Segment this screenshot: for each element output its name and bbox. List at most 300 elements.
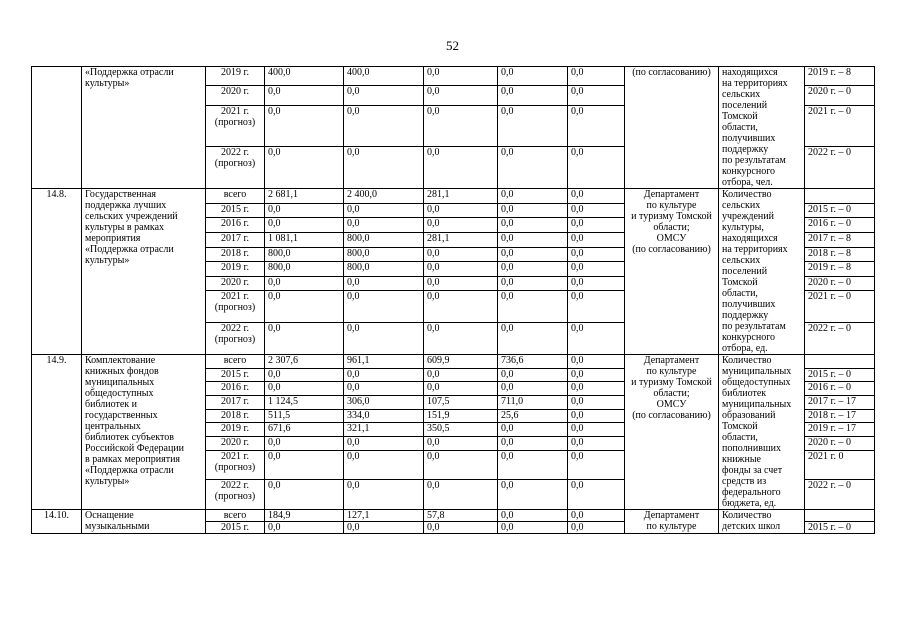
regional-cell bbox=[424, 262, 498, 277]
target-cell bbox=[805, 522, 875, 534]
year-cell-text: 2020 г. bbox=[221, 86, 249, 98]
local-cell bbox=[498, 291, 568, 323]
extra-cell-text: 0,0 bbox=[571, 67, 584, 78]
regional-cell-text: 0,0 bbox=[427, 86, 440, 98]
target-cell-text: 2015 г. – 0 bbox=[808, 368, 851, 380]
regional-cell bbox=[424, 510, 498, 522]
target-cell-text: 2021 г. – 0 bbox=[808, 105, 851, 117]
year-cell bbox=[206, 262, 265, 277]
target-cell bbox=[805, 262, 875, 277]
local-cell-text: 0,0 bbox=[501, 323, 514, 335]
total-cell bbox=[265, 450, 344, 480]
local-cell-text: 0,0 bbox=[501, 232, 514, 244]
federal-cell-text: 0,0 bbox=[347, 147, 360, 159]
year-cell bbox=[206, 276, 265, 291]
extra-cell bbox=[568, 203, 625, 218]
target-cell bbox=[805, 437, 875, 451]
extra-cell bbox=[568, 323, 625, 355]
program-table bbox=[31, 66, 875, 534]
indicator-text: Количество сельских учреждений культуры, находящихся на территориях сельских поселений Томской области, получивших поддержку по результатам конкурсного отбора, ед. bbox=[722, 189, 788, 354]
federal-cell bbox=[344, 232, 424, 247]
total-cell bbox=[265, 105, 344, 147]
regional-cell-text: 0,0 bbox=[427, 203, 440, 215]
local-cell bbox=[498, 105, 568, 147]
table-row bbox=[32, 189, 875, 204]
total-cell-text: 0,0 bbox=[268, 382, 281, 394]
year-cell-text: 2015 г. bbox=[221, 368, 249, 380]
year-cell bbox=[206, 522, 265, 534]
year-cell-text: 2015 г. bbox=[221, 203, 249, 215]
target-cell-text: 2021 г. – 0 bbox=[808, 291, 851, 303]
page-number: 52 bbox=[446, 38, 459, 53]
federal-cell-text: 0,0 bbox=[347, 86, 360, 98]
year-cell-text: 2016 г. bbox=[221, 382, 249, 394]
target-cell bbox=[805, 323, 875, 355]
federal-cell bbox=[344, 323, 424, 355]
federal-cell bbox=[344, 291, 424, 323]
local-cell bbox=[498, 355, 568, 369]
executor-text: Департамент по культуре и туризму Томской области; ОМСУ (по согласованию) bbox=[631, 355, 712, 421]
extra-cell bbox=[568, 396, 625, 410]
federal-cell-text: 2 400,0 bbox=[347, 189, 377, 200]
item-number-text: 14.8. bbox=[46, 189, 67, 200]
extra-cell bbox=[568, 232, 625, 247]
regional-cell bbox=[424, 480, 498, 510]
total-cell bbox=[265, 323, 344, 355]
regional-cell-text: 0,0 bbox=[427, 323, 440, 335]
regional-cell-text: 57,8 bbox=[427, 510, 445, 521]
federal-cell-text: 0,0 bbox=[347, 522, 360, 533]
executor bbox=[625, 355, 719, 510]
year-cell-text: 2020 г. bbox=[221, 437, 249, 449]
year-cell bbox=[206, 510, 265, 522]
extra-cell bbox=[568, 355, 625, 369]
local-cell-text: 711,0 bbox=[501, 396, 524, 408]
local-cell-text: 0,0 bbox=[501, 510, 514, 521]
total-cell bbox=[265, 423, 344, 437]
extra-cell-text: 0,0 bbox=[571, 147, 584, 159]
extra-cell-text: 0,0 bbox=[571, 368, 584, 380]
federal-cell bbox=[344, 522, 424, 534]
extra-cell bbox=[568, 86, 625, 105]
regional-cell bbox=[424, 522, 498, 534]
extra-cell-text: 0,0 bbox=[571, 522, 584, 533]
item-name bbox=[82, 189, 206, 355]
year-cell-text: 2022 г. (прогноз) bbox=[214, 323, 256, 346]
item-name bbox=[82, 510, 206, 534]
regional-cell-text: 0,0 bbox=[427, 67, 440, 78]
federal-cell-text: 321,1 bbox=[347, 423, 370, 435]
target-cell-text: 2022 г. – 0 bbox=[808, 147, 851, 159]
total-cell-text: 0,0 bbox=[268, 105, 281, 117]
target-cell bbox=[805, 276, 875, 291]
target-cell bbox=[805, 510, 875, 522]
total-cell-text: 0,0 bbox=[268, 437, 281, 449]
regional-cell-text: 0,0 bbox=[427, 218, 440, 230]
total-cell bbox=[265, 291, 344, 323]
regional-cell bbox=[424, 450, 498, 480]
total-cell-text: 0,0 bbox=[268, 218, 281, 230]
indicator bbox=[719, 189, 805, 355]
extra-cell bbox=[568, 262, 625, 277]
item-name-text: «Поддержка отрасли культуры» bbox=[85, 67, 174, 89]
target-cell-text: 2020 г. – 0 bbox=[808, 437, 851, 449]
regional-cell bbox=[424, 247, 498, 262]
extra-cell-text: 0,0 bbox=[571, 396, 584, 408]
local-cell-text: 0,0 bbox=[501, 86, 514, 98]
year-cell bbox=[206, 147, 265, 189]
year-cell-text: 2017 г. bbox=[221, 232, 249, 244]
local-cell bbox=[498, 396, 568, 410]
target-cell-text: 2017 г. – 17 bbox=[808, 396, 856, 408]
year-cell bbox=[206, 437, 265, 451]
extra-cell-text: 0,0 bbox=[571, 437, 584, 449]
local-cell-text: 0,0 bbox=[501, 291, 514, 303]
year-cell bbox=[206, 409, 265, 423]
extra-cell bbox=[568, 189, 625, 204]
target-cell-text: 2016 г. – 0 bbox=[808, 382, 851, 394]
extra-cell bbox=[568, 276, 625, 291]
federal-cell-text: 127,1 bbox=[347, 510, 370, 521]
total-cell-text: 400,0 bbox=[268, 67, 291, 78]
target-cell bbox=[805, 291, 875, 323]
local-cell-text: 0,0 bbox=[501, 480, 514, 492]
total-cell-text: 0,0 bbox=[268, 480, 281, 492]
item-name-text: Государственная поддержка лучших сельских учреждений культуры в рамках мероприятия «Поддержка отрасли культуры» bbox=[85, 189, 178, 266]
year-cell bbox=[206, 105, 265, 147]
federal-cell-text: 400,0 bbox=[347, 67, 370, 78]
regional-cell-text: 281,1 bbox=[427, 232, 450, 244]
year-cell bbox=[206, 323, 265, 355]
local-cell bbox=[498, 409, 568, 423]
year-cell bbox=[206, 203, 265, 218]
federal-cell bbox=[344, 480, 424, 510]
extra-cell bbox=[568, 291, 625, 323]
total-cell-text: 0,0 bbox=[268, 147, 281, 159]
target-cell bbox=[805, 203, 875, 218]
target-cell-text: 2019 г. – 17 bbox=[808, 423, 856, 435]
regional-cell bbox=[424, 396, 498, 410]
local-cell bbox=[498, 203, 568, 218]
extra-cell bbox=[568, 480, 625, 510]
local-cell-text: 0,0 bbox=[501, 147, 514, 159]
extra-cell-text: 0,0 bbox=[571, 409, 584, 421]
total-cell-text: 800,0 bbox=[268, 262, 291, 274]
regional-cell-text: 0,0 bbox=[427, 382, 440, 394]
local-cell-text: 0,0 bbox=[501, 218, 514, 230]
regional-cell bbox=[424, 105, 498, 147]
regional-cell bbox=[424, 423, 498, 437]
item-number bbox=[32, 189, 82, 355]
local-cell bbox=[498, 218, 568, 233]
total-cell-text: 511,5 bbox=[268, 409, 291, 421]
extra-cell bbox=[568, 247, 625, 262]
year-cell bbox=[206, 218, 265, 233]
total-cell-text: 671,6 bbox=[268, 423, 291, 435]
local-cell-text: 25,6 bbox=[501, 409, 519, 421]
regional-cell bbox=[424, 276, 498, 291]
year-cell-text: 2020 г. bbox=[221, 276, 249, 288]
extra-cell-text: 0,0 bbox=[571, 203, 584, 215]
regional-cell bbox=[424, 147, 498, 189]
year-cell bbox=[206, 232, 265, 247]
executor-text: Департамент по культуре bbox=[643, 510, 700, 532]
local-cell-text: 0,0 bbox=[501, 368, 514, 380]
regional-cell-text: 609,9 bbox=[427, 355, 450, 366]
federal-cell bbox=[344, 450, 424, 480]
target-cell bbox=[805, 382, 875, 396]
extra-cell-text: 0,0 bbox=[571, 355, 584, 366]
federal-cell-text: 0,0 bbox=[347, 480, 360, 492]
total-cell bbox=[265, 510, 344, 522]
local-cell-text: 0,0 bbox=[501, 276, 514, 288]
local-cell-text: 0,0 bbox=[501, 382, 514, 394]
item-number bbox=[32, 355, 82, 510]
target-cell-text: 2022 г. – 0 bbox=[808, 480, 851, 492]
extra-cell bbox=[568, 409, 625, 423]
regional-cell-text: 107,5 bbox=[427, 396, 450, 408]
extra-cell-text: 0,0 bbox=[571, 189, 584, 200]
local-cell bbox=[498, 67, 568, 86]
extra-cell-text: 0,0 bbox=[571, 232, 584, 244]
total-cell bbox=[265, 218, 344, 233]
total-cell-text: 184,9 bbox=[268, 510, 291, 521]
year-cell-text: 2019 г. bbox=[221, 67, 249, 78]
federal-cell bbox=[344, 218, 424, 233]
total-cell-text: 2 307,6 bbox=[268, 355, 298, 366]
executor-text: (по согласованию) bbox=[632, 67, 711, 78]
item-name-text: Комплектование книжных фондов муниципальных общедоступных библиотек и государственных центральных библиотек субъектов Российской Федерации в рамках мероприятия «Поддержка отрасли культуры» bbox=[85, 355, 185, 487]
year-cell bbox=[206, 355, 265, 369]
federal-cell-text: 0,0 bbox=[347, 203, 360, 215]
total-cell-text: 1 124,5 bbox=[268, 396, 298, 408]
year-cell bbox=[206, 450, 265, 480]
total-cell-text: 800,0 bbox=[268, 247, 291, 259]
total-cell bbox=[265, 396, 344, 410]
year-cell-text: 2019 г. bbox=[221, 262, 249, 274]
regional-cell bbox=[424, 382, 498, 396]
federal-cell bbox=[344, 409, 424, 423]
local-cell bbox=[498, 247, 568, 262]
federal-cell bbox=[344, 147, 424, 189]
year-cell-text: 2021 г. (прогноз) bbox=[214, 450, 256, 473]
target-cell bbox=[805, 396, 875, 410]
executor bbox=[625, 189, 719, 355]
total-cell-text: 0,0 bbox=[268, 323, 281, 335]
year-cell-text: 2019 г. bbox=[221, 423, 249, 435]
federal-cell bbox=[344, 247, 424, 262]
total-cell bbox=[265, 203, 344, 218]
federal-cell-text: 800,0 bbox=[347, 232, 370, 244]
local-cell bbox=[498, 323, 568, 355]
local-cell bbox=[498, 147, 568, 189]
year-cell bbox=[206, 368, 265, 382]
total-cell bbox=[265, 262, 344, 277]
target-cell bbox=[805, 218, 875, 233]
federal-cell-text: 800,0 bbox=[347, 247, 370, 259]
extra-cell bbox=[568, 522, 625, 534]
regional-cell-text: 0,0 bbox=[427, 247, 440, 259]
year-cell bbox=[206, 86, 265, 105]
extra-cell bbox=[568, 510, 625, 522]
target-cell bbox=[805, 247, 875, 262]
total-cell bbox=[265, 147, 344, 189]
table-row bbox=[32, 67, 875, 86]
total-cell bbox=[265, 276, 344, 291]
regional-cell bbox=[424, 437, 498, 451]
regional-cell-text: 0,0 bbox=[427, 291, 440, 303]
indicator bbox=[719, 355, 805, 510]
federal-cell bbox=[344, 276, 424, 291]
local-cell bbox=[498, 86, 568, 105]
year-cell-text: 2016 г. bbox=[221, 218, 249, 230]
federal-cell bbox=[344, 86, 424, 105]
local-cell-text: 736,6 bbox=[501, 355, 524, 366]
target-cell bbox=[805, 355, 875, 369]
target-cell-text: 2015 г. – 0 bbox=[808, 522, 851, 533]
year-cell-text: всего bbox=[223, 189, 247, 200]
executor bbox=[625, 510, 719, 534]
federal-cell-text: 0,0 bbox=[347, 368, 360, 380]
regional-cell bbox=[424, 409, 498, 423]
extra-cell bbox=[568, 450, 625, 480]
total-cell bbox=[265, 480, 344, 510]
target-cell bbox=[805, 147, 875, 189]
regional-cell bbox=[424, 232, 498, 247]
total-cell bbox=[265, 232, 344, 247]
year-cell bbox=[206, 189, 265, 204]
item-name bbox=[82, 67, 206, 189]
federal-cell bbox=[344, 355, 424, 369]
indicator bbox=[719, 510, 805, 534]
target-cell-text: 2021 г. 0 bbox=[808, 450, 844, 462]
federal-cell bbox=[344, 423, 424, 437]
year-cell-text: 2021 г. (прогноз) bbox=[214, 291, 256, 314]
extra-cell bbox=[568, 423, 625, 437]
local-cell bbox=[498, 262, 568, 277]
regional-cell bbox=[424, 218, 498, 233]
federal-cell-text: 961,1 bbox=[347, 355, 370, 366]
federal-cell bbox=[344, 382, 424, 396]
local-cell-text: 0,0 bbox=[501, 423, 514, 435]
regional-cell bbox=[424, 291, 498, 323]
local-cell-text: 0,0 bbox=[501, 522, 514, 533]
indicator-text: Количество детских школ bbox=[722, 510, 781, 532]
target-cell-text: 2017 г. – 8 bbox=[808, 232, 851, 244]
item-number-text: 14.10. bbox=[44, 510, 69, 521]
target-cell bbox=[805, 232, 875, 247]
table-row bbox=[32, 355, 875, 369]
year-cell-text: всего bbox=[223, 510, 247, 521]
year-cell bbox=[206, 247, 265, 262]
regional-cell-text: 0,0 bbox=[427, 262, 440, 274]
extra-cell bbox=[568, 382, 625, 396]
regional-cell bbox=[424, 368, 498, 382]
indicator bbox=[719, 67, 805, 189]
year-cell-text: 2015 г. bbox=[221, 522, 249, 533]
target-cell-text: 2016 г. – 0 bbox=[808, 218, 851, 230]
regional-cell-text: 281,1 bbox=[427, 189, 450, 200]
regional-cell-text: 0,0 bbox=[427, 480, 440, 492]
total-cell bbox=[265, 355, 344, 369]
total-cell bbox=[265, 368, 344, 382]
year-cell-text: 2022 г. (прогноз) bbox=[214, 480, 256, 503]
executor bbox=[625, 67, 719, 189]
target-cell bbox=[805, 368, 875, 382]
extra-cell-text: 0,0 bbox=[571, 247, 584, 259]
total-cell-text: 0,0 bbox=[268, 203, 281, 215]
federal-cell-text: 0,0 bbox=[347, 382, 360, 394]
indicator-text: Количество муниципальных общедоступных библиотек муниципальных образований Томской области, пополнивших книжные фонды за счет средств из федерального бюджета, ед. bbox=[722, 355, 792, 509]
federal-cell bbox=[344, 368, 424, 382]
extra-cell bbox=[568, 368, 625, 382]
total-cell bbox=[265, 522, 344, 534]
total-cell-text: 0,0 bbox=[268, 368, 281, 380]
federal-cell-text: 306,0 bbox=[347, 396, 370, 408]
total-cell bbox=[265, 67, 344, 86]
extra-cell-text: 0,0 bbox=[571, 86, 584, 98]
target-cell-text: 2019 г. – 8 bbox=[808, 67, 851, 78]
regional-cell-text: 350,5 bbox=[427, 423, 450, 435]
federal-cell-text: 0,0 bbox=[347, 450, 360, 462]
total-cell-text: 1 081,1 bbox=[268, 232, 298, 244]
regional-cell-text: 151,9 bbox=[427, 409, 450, 421]
local-cell bbox=[498, 510, 568, 522]
regional-cell bbox=[424, 189, 498, 204]
extra-cell-text: 0,0 bbox=[571, 510, 584, 521]
extra-cell-text: 0,0 bbox=[571, 450, 584, 462]
regional-cell-text: 0,0 bbox=[427, 368, 440, 380]
total-cell bbox=[265, 189, 344, 204]
year-cell bbox=[206, 423, 265, 437]
regional-cell-text: 0,0 bbox=[427, 276, 440, 288]
regional-cell bbox=[424, 67, 498, 86]
federal-cell bbox=[344, 67, 424, 86]
extra-cell-text: 0,0 bbox=[571, 218, 584, 230]
total-cell-text: 2 681,1 bbox=[268, 189, 298, 200]
local-cell bbox=[498, 276, 568, 291]
federal-cell bbox=[344, 203, 424, 218]
year-cell bbox=[206, 291, 265, 323]
federal-cell bbox=[344, 105, 424, 147]
extra-cell-text: 0,0 bbox=[571, 105, 584, 117]
extra-cell bbox=[568, 218, 625, 233]
federal-cell bbox=[344, 510, 424, 522]
total-cell-text: 0,0 bbox=[268, 86, 281, 98]
executor-text: Департамент по культуре и туризму Томской области; ОМСУ (по согласованию) bbox=[631, 189, 712, 255]
target-cell bbox=[805, 67, 875, 86]
extra-cell-text: 0,0 bbox=[571, 423, 584, 435]
target-cell-text: 2019 г. – 8 bbox=[808, 262, 851, 274]
item-name bbox=[82, 355, 206, 510]
year-cell bbox=[206, 480, 265, 510]
regional-cell bbox=[424, 355, 498, 369]
total-cell-text: 0,0 bbox=[268, 450, 281, 462]
item-number bbox=[32, 67, 82, 189]
extra-cell bbox=[568, 67, 625, 86]
regional-cell-text: 0,0 bbox=[427, 437, 440, 449]
extra-cell-text: 0,0 bbox=[571, 323, 584, 335]
regional-cell bbox=[424, 86, 498, 105]
local-cell bbox=[498, 437, 568, 451]
indicator-text: находящихся на территориях сельских поселений Томской области, получивших поддержку по результатам конкурсного отбора, чел. bbox=[722, 67, 788, 188]
extra-cell-text: 0,0 bbox=[571, 276, 584, 288]
extra-cell-text: 0,0 bbox=[571, 480, 584, 492]
federal-cell-text: 0,0 bbox=[347, 105, 360, 117]
extra-cell bbox=[568, 147, 625, 189]
total-cell-text: 0,0 bbox=[268, 291, 281, 303]
target-cell bbox=[805, 450, 875, 480]
